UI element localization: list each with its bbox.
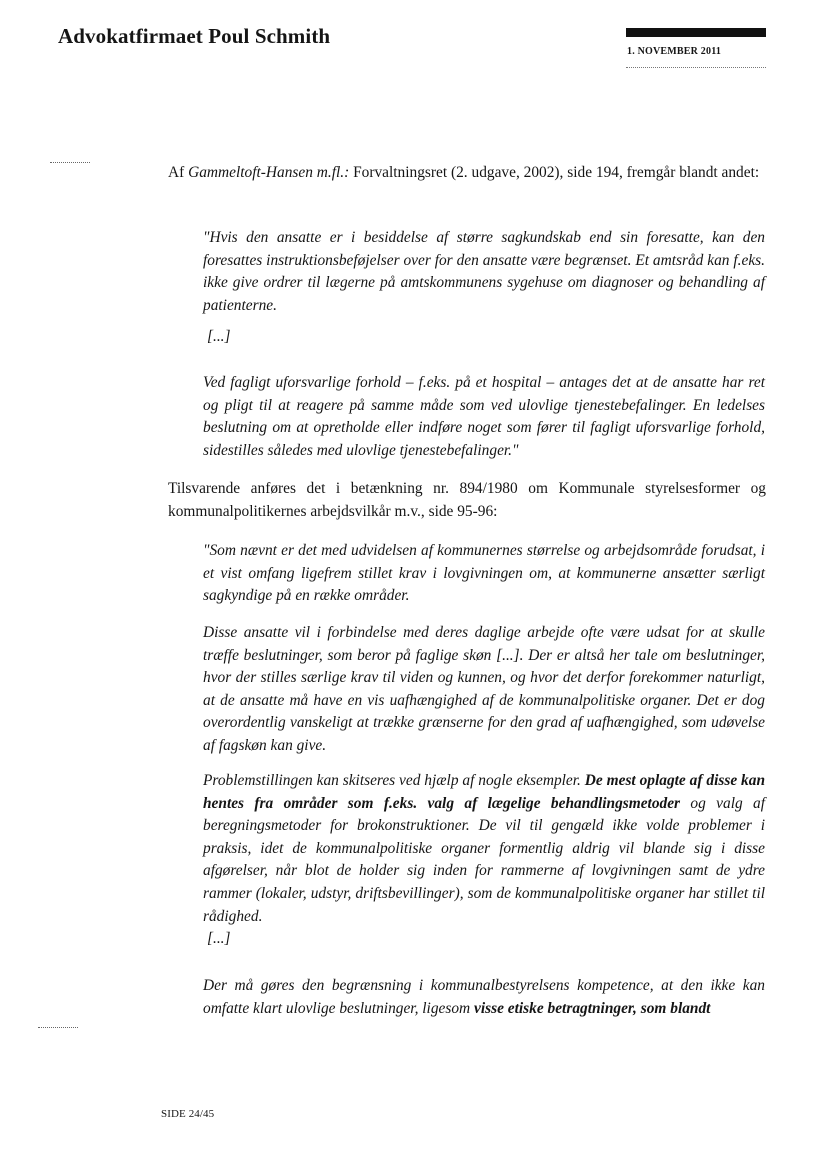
quote2-paragraph2: Disse ansatte vil i forbindelse med deres daglige arbejde ofte være udsat for at skulle træffe beslutninger, som beror på faglige skøn [...]. Der er altså her tale om beslutninger, hvor der stilles særlige krav til viden og kunnen, og hvor det derfor forekommer naturligt, at de ansatte må have en vis uafhængighed af de kommunalpolitiske organer. Det er dog overordentlig vanskeligt at trække grænserne for den grad af uafhængighed, som udøvelse af fagskøn kan give.	[203, 624, 765, 754]
margin-dotted-mark	[38, 1027, 78, 1028]
page-number: SIDE 24/45	[161, 1108, 215, 1120]
quote2-p3-rest: og valg af beregningsmetoder for brokonstruktioner. De vil til gengæld ikke volde problemer i praksis, idet de kommunalpolitiske organer formentlig aldrig vil blande sig i disse afgørelser, når blot de holder sig inden for rammerne af lovgivningen samt de ydre rammer (lokaler, udstyr, driftsbevillinger), som de kommunalpolitiske organer har stillet til rådighed.	[203, 794, 765, 925]
header-rule	[626, 28, 766, 37]
intro-prefix: Af	[168, 164, 189, 181]
quote1-paragraph1: "Hvis den ansatte er i besiddelse af større sagkundskab end sin foresatte, kan den foresattes instruktionsbeføjelser over for den ansatte være begrænset. Et amtsråd kan f.eks. ikke give ordrer til lægerne på amtskommunens sygehuse om diagnoser og behandling af patienterne.	[203, 229, 765, 314]
margin-dotted-mark	[50, 162, 90, 163]
intro-author: Gammeltoft-Hansen m.fl.:	[188, 164, 350, 181]
firm-name: Advokatfirmaet Poul Schmith	[58, 24, 331, 48]
intro-paragraph	[168, 162, 766, 185]
quote2-p4-emphasis: visse etiske betragtninger, som blandt	[474, 999, 711, 1017]
paragraph-2: Tilsvarende anføres det i betænkning nr. 894/1980 om Kommunale styrelsesformer og kommunalpolitikernes arbejdsvilkår m.v., side 95-96:	[168, 480, 766, 520]
omission-bracket: [...]	[207, 930, 231, 947]
quote2-paragraph4	[203, 975, 765, 1020]
quote2-paragraph3	[203, 770, 765, 928]
quote2-paragraph1: "Som nævnt er det med udvidelsen af kommunernes størrelse og arbejdsområde forudsat, i et vist omfang ligefrem stillet krav i lovgivningen om, at kommunerne ansætter særligt sagkyndige på en række områder.	[203, 542, 765, 605]
quote2-p3-lead: Problemstillingen kan skitseres ved hjælp af nogle eksempler.	[203, 772, 585, 789]
intro-rest: Forvaltningsret (2. udgave, 2002), side 194, fremgår blandt andet:	[349, 164, 760, 181]
header-dotted-line	[626, 67, 766, 68]
quote1-paragraph2: Ved fagligt uforsvarlige forhold – f.eks. på et hospital – antages det at de ansatte har ret og pligt til at reagere på samme måde som ved ulovlige tjenestebefalinger. En ledelses beslutning om at opretholde eller indføre noget som fører til fagligt uforsvarlige forhold, sidestilles således med ulovlige tjenestebefalinger."	[203, 374, 765, 459]
quote2-p3-emphasis: De mest oplagte af disse kan hentes fra områder som f.eks. valg af lægelige behandlingsmetoder	[203, 772, 765, 812]
header-date: 1. NOVEMBER 2011	[627, 46, 722, 57]
omission-bracket: [...]	[207, 328, 231, 345]
quote2-p4-lead: Der må gøres den begrænsning i kommunalbestyrelsens kompetence, at den ikke kan omfatte klart ulovlige beslutninger, ligesom	[203, 977, 765, 1017]
